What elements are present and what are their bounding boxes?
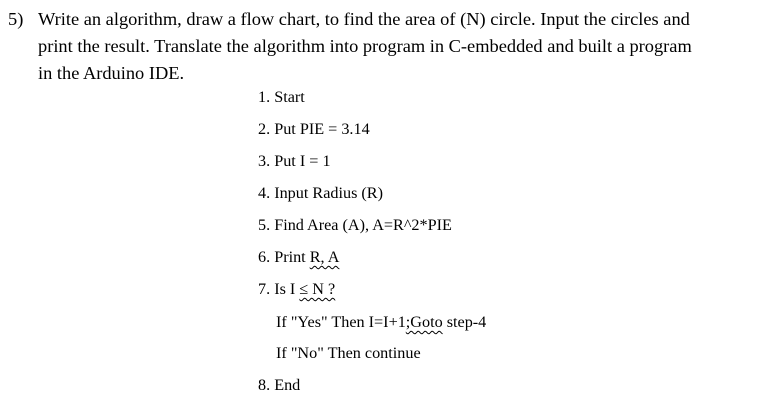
step-print (258, 246, 339, 268)
step-print-prefix: 6. Print (258, 248, 310, 266)
step-condition-prefix: 7. Is I (258, 280, 300, 298)
step-find-area: 5. Find Area (A), A=R^2*PIE (258, 216, 452, 234)
step-start: 1. Start (258, 88, 305, 106)
step-print-vars: R, A (309, 248, 340, 266)
step-end: 8. End (258, 376, 301, 394)
question-number: 5) (8, 9, 24, 29)
question-line-3 (8, 60, 756, 87)
step-input-radius: 4. Input Radius (R) (258, 184, 383, 202)
question (8, 6, 756, 87)
branch-yes (276, 311, 486, 333)
step-put-pie: 2. Put PIE = 3.14 (258, 120, 370, 138)
question-text-line-2: print the result. Translate the algorithm into program in C-embedded and built a program (38, 36, 692, 56)
branch-yes-suffix: step-4 (442, 313, 487, 331)
branch-no: If "No" Then continue (276, 344, 421, 362)
question-line-2 (8, 33, 756, 60)
question-text-line-1: Write an algorithm, draw a flow chart, to find the area of (N) circle. Input the circles and (38, 9, 690, 29)
question-text-line-3: in the Arduino IDE. (38, 63, 185, 83)
step-condition-expr: ≤ N ? (299, 280, 336, 298)
question-line-1 (8, 6, 756, 33)
branch-yes-goto: ;Goto (405, 313, 443, 331)
step-put-i: 3. Put I = 1 (258, 152, 331, 170)
step-condition (258, 278, 335, 300)
branch-yes-prefix: If "Yes" Then I=I+1 (276, 313, 406, 331)
